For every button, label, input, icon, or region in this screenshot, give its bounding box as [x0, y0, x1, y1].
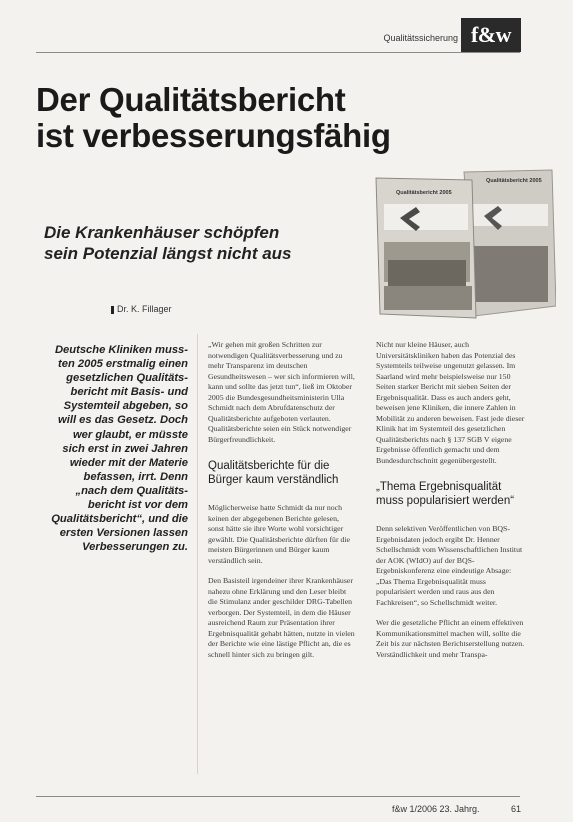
teaser-line: ten 2005 erstmalig einen	[58, 358, 188, 371]
body-paragraph: Denn selektiven Veröffentlichen von BQS-Ergebnisdaten jedoch ergibt Dr. Henner Schellschmidt vom Wissenschaftlichen Institut der AOK (WIdO) auf der BQS-Ergebniskonferenz eine eindeutige Absage: „Das Thema Ergebnisqualität muss popularisiert werden und raus aus den Fachkreisen“, so Schellschmidt weiter.	[376, 524, 523, 607]
body-paragraph: Nicht nur kleine Häuser, auch Universitätskliniken haben das Potenzial des Systemteils teilweise ungenutzt gelassen. Im Saarland wird mehr beispielsweise nur 150 Seiten starker Bericht mit sieben Seiten der Ergebnisqualität. Dass es auch anders geht, beweisen jene Kliniken, die innere Zahlen in Mobilität zu anderen beweisen. Fast jede dieser Klinik hat im Systemteil des gesetzlichen Qualitätsberichts nach § 137 SGB V eigene Ergebnisse öffentlich gemacht und dem Bundesdurchschnitt gegenübergestellt.	[376, 340, 525, 465]
footer-rule	[36, 796, 520, 797]
teaser-line: Deutsche Kliniken muss-	[54, 344, 188, 356]
body-column-2	[208, 340, 356, 670]
teaser-line: wieder mit der Materie	[69, 456, 188, 469]
body-column-3	[376, 340, 526, 670]
section-label: Qualitätssicherung	[383, 33, 458, 43]
teaser-line: Qualitätsbericht“, und die	[51, 513, 188, 526]
brochure-back-title: Qualitätsbericht 2005	[486, 178, 542, 184]
title-line: Der Qualitätsbericht	[36, 81, 346, 118]
teaser-line: gesetzlichen Qualitäts-	[66, 372, 188, 385]
journal-logo: f&w	[461, 18, 521, 52]
teaser-line: Verbesserungen zu.	[82, 541, 188, 554]
teaser-text	[35, 343, 188, 554]
teaser-line: wer glaubt, er müsste	[72, 428, 188, 441]
column-divider	[197, 334, 198, 774]
article-title	[36, 82, 456, 154]
body-paragraph: „Wir gehen mit großen Schritten zur notwendigen Qualitätsverbesserung und zu mehr Transparenz im deutschen Gesundheitswesen – wer sich informieren will, kann und sollte das jetzt tun“, ließ im Oktober 2005 die Bundesgesundheitsministerin Ulla Schmidt nach dem Abrufdatenschutz der Qualitätsberichte aufgeboten verlauten. Qualitätsberichte seien ein Stück notwendiger Bürgerfreundlichkeit.	[208, 340, 355, 444]
teaser-line: „nach dem Qualitäts-	[75, 484, 188, 497]
subheading-line: Bürger kaum verständlich	[208, 474, 339, 486]
body-paragraph: Wer die gesetzliche Pflicht an einem effektiven Kommunikationsmittel machen will, sollte die Zeit bis zur nächsten Berichtserstellung nutzen. Verständlichkeit und mehr Transpa-	[376, 618, 525, 659]
author-bullet	[111, 306, 114, 314]
brochure-front-ground	[384, 286, 472, 310]
body-paragraph: Den Basisteil irgendeiner ihrer Krankenhäuser nahezu ohne Erklärung und den Leser bleibt die Stimulanz ander geschilder DRG-Tabellen verborgen. Der Systemteil, in dem die Häuser ausreichend Raum zur Präsentation ihrer Ergebnisqualität gehabt hätten, nutzte in vielen der Berichte wie eine lästige Pflicht an, die es schnell hinter sich zu bringen gilt.	[208, 576, 355, 659]
journal-issue: f&w 1/2006 23. Jahrg.	[392, 804, 480, 814]
subtitle-line: sein Potenzial längst nicht aus	[44, 244, 292, 263]
page-number: 61	[511, 804, 522, 814]
subheading-line: Qualitätsberichte für die	[208, 460, 330, 472]
teaser-line: bericht ist vor dem	[87, 499, 188, 512]
header-rule	[36, 52, 520, 53]
body-paragraph: Möglicherweise hatte Schmidt da nur noch keinen der abgegebenen Berichte gelesen, sonst hätte sie ihre Worte wohl vorsichtiger gewählt. Die Qualitätsberichte dürften für die meisten Bürgerinnen und Bürger kaum verständlich sein.	[208, 503, 351, 565]
brochure-front-title: Qualitätsbericht 2005	[396, 190, 452, 196]
teaser-line: Systemteil abgeben, so	[63, 400, 188, 413]
subheading	[208, 459, 356, 487]
brochure-back-band	[472, 204, 548, 226]
subtitle-line: Die Krankenhäuser schöpfen	[44, 223, 280, 242]
title-line: ist verbesserungsfähig	[36, 117, 391, 154]
brochure-front-band	[384, 204, 468, 230]
article-subtitle	[44, 222, 364, 264]
author-name: Dr. K. Fillager	[117, 304, 172, 314]
brochures-photo	[356, 168, 556, 320]
subheading-line: muss popularisiert werden“	[376, 495, 515, 507]
teaser-line: will es das Gesetz. Doch	[58, 414, 188, 427]
subheading	[376, 480, 526, 508]
teaser-line: befassen, irrt. Denn	[83, 470, 188, 483]
teaser-line: bericht mit Basis- und	[70, 386, 188, 399]
brochure-back-building	[474, 246, 548, 302]
brochure-front-building	[388, 260, 466, 286]
teaser-line: sich erst in zwei Jahren	[62, 442, 188, 455]
subheading-line: „Thema Ergebnisqualität	[376, 481, 502, 493]
teaser-line: ersten Versionen lassen	[59, 527, 188, 540]
